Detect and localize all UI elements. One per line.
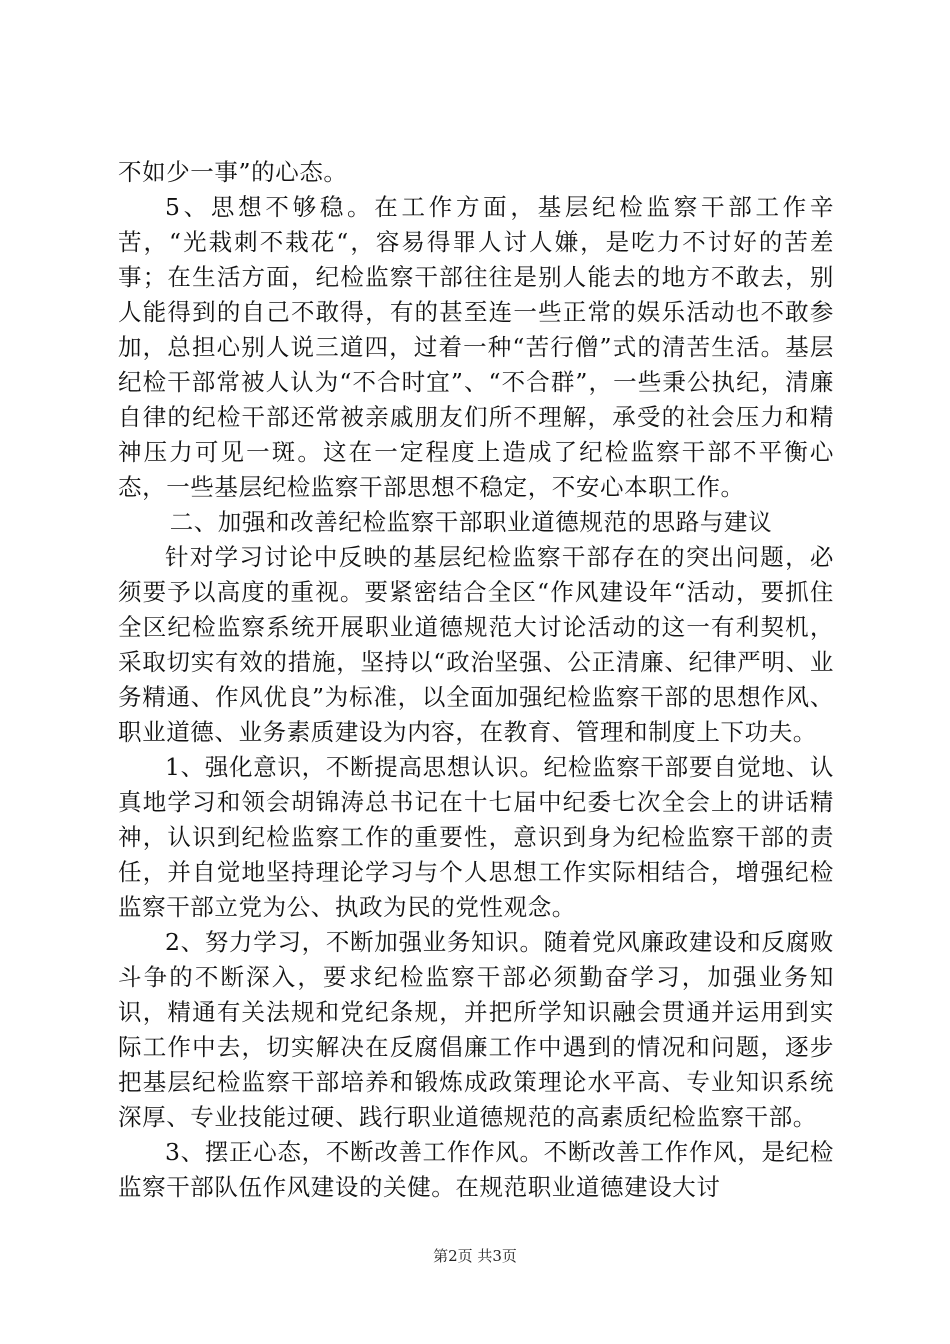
paragraph-intro: 针对学习讨论中反映的基层纪检监察干部存在的突出问题，必须要予以高度的重视。要紧密结合全区“作风建设年“活动，要抓住全区纪检监察系统开展职业道德规范大讨论活动的这一有利契机，采取切实有效的措施，坚持以“政治坚强、公正清廉、纪律严明、业务精通、作风优良”为标准，以全面加强纪检监察干部的思想作风、职业道德、业务素质建设为内容，在教育、管理和制度上下功夫。 [118,543,834,746]
page-footer: 第2页 共3页 [433,1247,517,1265]
paragraph-point-1: 1、强化意识，不断提高思想认识。纪检监察干部要自觉地、认真地学习和领会胡锦涛总书记在十七届中纪委七次全会上的讲话精神，认识到纪检监察工作的重要性，意识到身为纪检监察干部的责任，并自觉地坚持理论学习与个人思想工作实际相结合，增强纪检监察干部立党为公、执政为民的党性观念。 [118,753,834,921]
paragraph-point-2: 2、努力学习，不断加强业务知识。随着党风廉政建设和反腐败斗争的不断深入，要求纪检监察干部必须勤奋学习，加强业务知识，精通有关法规和党纪条规，并把所学知识融会贯通并运用到实际工作中去，切实解决在反腐倡廉工作中遇到的情况和问题，逐步把基层纪检监察干部培养和锻炼成政策理论水平高、专业知识系统深厚、专业技能过硬、践行职业道德规范的高素质纪检监察干部。 [118,928,834,1131]
document-body [118,155,834,1205]
section-heading: 二、加强和改善纪检监察干部职业道德规范的思路与建议 [169,508,773,536]
paragraph-point-5: 5、思想不够稳。在工作方面，基层纪检监察干部工作辛苦，“光栽刺不栽花“，容易得罪人讨人嫌，是吃力不讨好的苦差事；在生活方面，纪检监察干部往往是别人能去的地方不敢去，别人能得到的自己不敢得，有的甚至连一些正常的娱乐活动也不敢参加，总担心别人说三道四，过着一种“苦行僧”式的清苦生活。基层纪检干部常被人认为“不合时宜”、“不合群”，一些秉公执纪，清廉自律的纪检干部还常被亲戚朋友们所不理解，承受的社会压力和精神压力可见一斑。这在一定程度上造成了纪检监察干部不平衡心态，一些基层纪检监察干部思想不稳定，不安心本职工作。 [118,193,834,501]
paragraph-continuation: 不如少一事”的心态。 [118,158,348,186]
paragraph-point-3: 3、摆正心态，不断改善工作作风。不断改善工作作风，是纪检监察干部队伍作风建设的关健。在规范职业道德建设大讨 [118,1138,834,1201]
